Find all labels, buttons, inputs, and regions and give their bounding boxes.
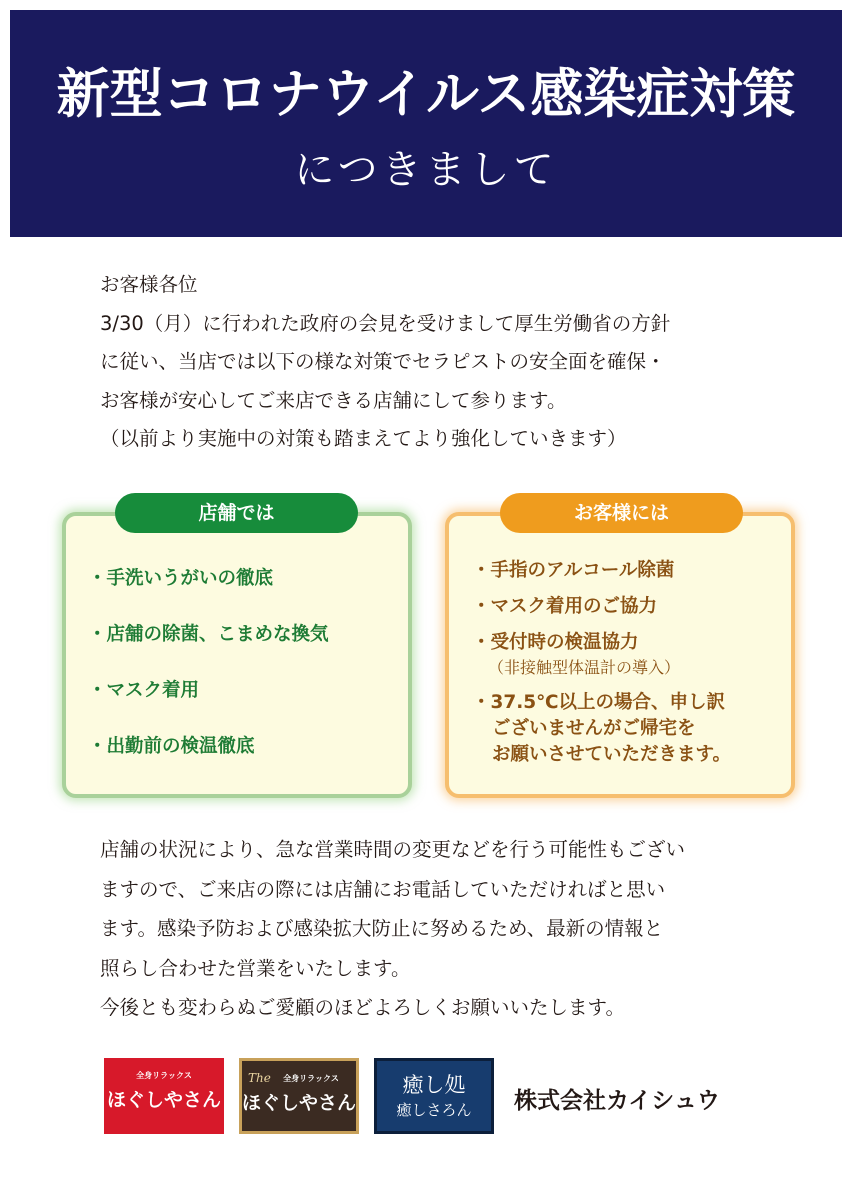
closing-line: 照らし合わせた営業をいたします。 [100,956,411,980]
store-measures-list [88,566,329,790]
list-item-text: ・受付時の検温協力 [472,632,639,653]
header-banner [10,10,842,237]
the-hogushiyasan-logo [239,1058,359,1134]
list-item [472,630,731,680]
closing-line: ます。感染予防および感染拡大防止に努めるため、最新の情報と [100,917,664,940]
page-subtitle: につきまして [294,147,558,193]
list-item: ・出勤前の検温徹底 [88,736,255,757]
store-measures-heading: 店舗では [115,493,358,533]
customer-requests-heading: お客様には [500,493,743,533]
closing-line: ますので、ご来店の際には店舗にお電話していただければと思い [100,877,666,901]
closing-text [100,830,780,1028]
closing-line: 店舗の状況により、急な営業時間の変更などを行う可能性もござい [100,838,686,861]
logo-tagline: 全身リラックス [136,1071,192,1080]
list-item-text: ・37.5℃以上の場合、申し訳 [472,692,726,713]
logo-subname: 癒しさろん [396,1101,472,1119]
logo-prefix: The [248,1071,271,1085]
intro-line: （以前より実施中の対策も踏まえてより強化していきます） [100,427,627,450]
list-item-note: （非接触型体温計の導入） [488,658,681,677]
list-item [472,594,731,620]
list-item-text: ・手指のアルコール除菌 [472,560,675,581]
logo-tagline: 全身リラックス [283,1074,339,1083]
list-item: ・店舗の除菌、こまめな換気 [88,624,329,645]
list-item: ・手洗いうがいの徹底 [88,568,274,589]
page-title: 新型コロナウイルス感染症対策 [56,64,796,125]
logo-name: ほぐしやさん [242,1092,357,1114]
list-item [472,690,731,768]
list-item [472,558,731,584]
list-item-continuation: お願いさせていただきます。 [492,744,732,765]
iyashidokoro-logo [374,1058,494,1134]
list-item: ・マスク着用 [88,680,200,701]
closing-line: 今後とも変わらぬご愛顧のほどよろしくお願いいたします。 [100,996,625,1019]
logo-name: ほぐしやさん [106,1089,221,1111]
list-item-continuation: ございませんがご帰宅を [492,718,696,739]
intro-line: お客様が安心してご来店できる店舗にして参ります。 [100,388,567,412]
intro-line: に従い、当店では以下の様な対策でセラピストの安全面を確保・ [100,350,666,373]
customer-requests-list [472,558,731,778]
intro-line: 3/30（月）に行われた政府の会見を受けまして厚生労働省の方針 [100,311,671,335]
logo-name: 癒し処 [402,1073,466,1097]
company-name: 株式会社カイシュウ [514,1088,720,1114]
intro-line: お客様各位 [100,273,198,296]
intro-text [100,266,780,459]
hogushiyasan-logo [104,1058,224,1134]
list-item-text: ・マスク着用のご協力 [472,596,658,617]
